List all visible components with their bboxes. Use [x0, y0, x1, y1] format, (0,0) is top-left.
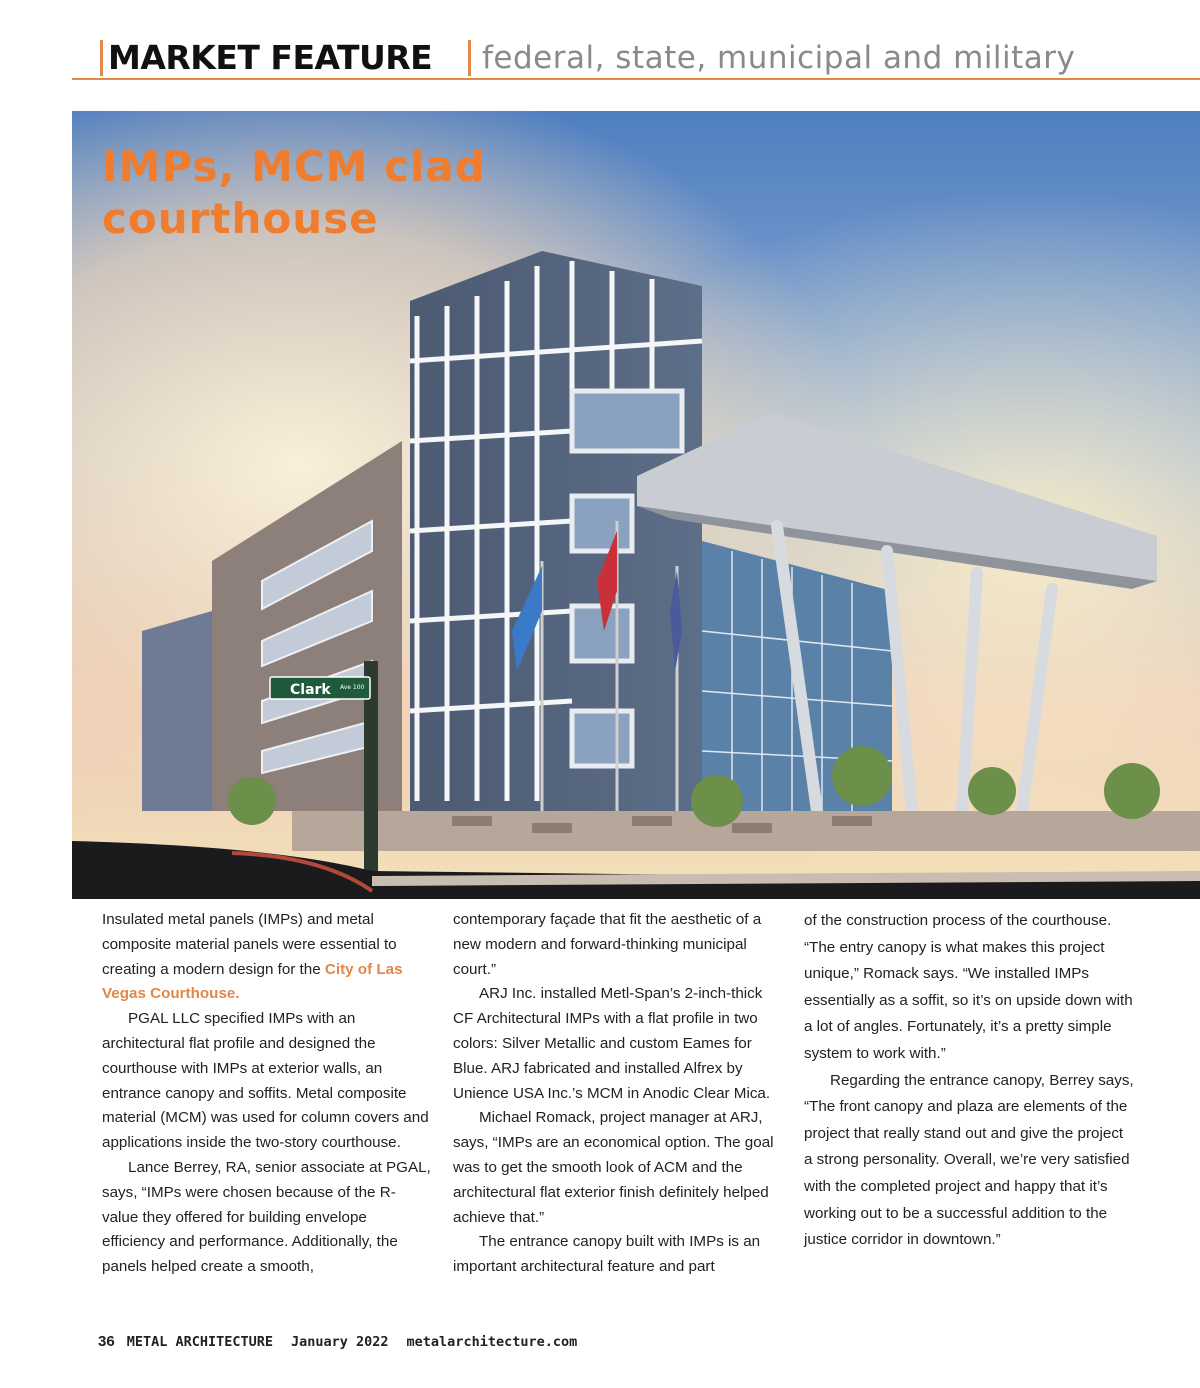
paragraph: ARJ Inc. installed Metl-Span’s 2-inch-thick CF Architectural IMPs with a flat profile in two colors: Silver Metallic and custom Eames for Blue. ARJ fabricated and installed Alfrex by Unience USA Inc.’s MCM in Anodic Clear Mica.	[453, 985, 771, 1102]
street-sign-small-text: Ave 100	[340, 684, 365, 691]
section-subtitle: federal, state, municipal and military	[482, 40, 1076, 76]
paragraph: The entrance canopy built with IMPs is an important architectural feature and part	[453, 1233, 761, 1276]
courthouse-link[interactable]: City of Las Vegas Courthouse.	[102, 960, 403, 1003]
article-headline: IMPs, MCM clad courthouse	[102, 142, 486, 243]
paragraph: Lance Berrey, RA, senior associate at PGAL, says, “IMPs were chosen because of the R-value they offered for building envelope efficiency and performance. Additionally, the panels helped create a smooth,	[102, 1158, 431, 1276]
article-column-2	[453, 908, 783, 1280]
paragraph: PGAL LLC specified IMPs with an architectural flat profile and designed the courthouse with IMPs at exterior walls, an entrance canopy and soffits. Metal composite material (MCM) was used for column covers and applications inside the two-story courthouse.	[102, 1010, 429, 1152]
section-header	[72, 34, 1200, 80]
paragraph	[102, 908, 432, 1007]
header-divider	[468, 40, 471, 76]
paragraph: contemporary façade that fit the aesthetic of a new modern and forward-thinking municipal court.”	[453, 911, 762, 978]
website-link[interactable]: metalarchitecture.com	[406, 1334, 578, 1350]
page-number: 36	[98, 1333, 115, 1350]
article-column-1	[102, 908, 432, 1280]
publication-name: METAL ARCHITECTURE	[126, 1334, 273, 1350]
paragraph: Regarding the entrance canopy, Berrey says, “The front canopy and plaza are elements of the project that really stand out and give the project a strong personality. Overall, we’re very satisfied with the completed project and happy that it’s working out to be a successful addition to the justice corridor in downtown.”	[804, 1071, 1134, 1249]
paragraph-text: Insulated metal panels (IMPs) and metal composite material panels were essential to creating a modern design for the	[102, 911, 397, 978]
paragraph: Michael Romack, project manager at ARJ, says, “IMPs are an economical option. The goal was to get the smooth look of ACM and the architectural flat exterior finish definitely helped achieve that.”	[453, 1109, 774, 1226]
street-sign-text: Clark	[290, 682, 331, 698]
article-column-3	[804, 908, 1134, 1254]
page-footer	[98, 1333, 595, 1350]
paragraph: of the construction process of the courthouse. “The entry canopy is what makes this project unique,” Romack says. “We installed IMPs essentially as a soffit, so it’s on upside down with a lot of angles. Fortunately, it’s a pretty simple system to work with.”	[804, 912, 1133, 1062]
hero-photo	[72, 111, 1200, 899]
issue-date: January 2022	[291, 1334, 389, 1350]
header-divider	[100, 40, 103, 76]
section-kicker: MARKET FEATURE	[108, 38, 433, 77]
